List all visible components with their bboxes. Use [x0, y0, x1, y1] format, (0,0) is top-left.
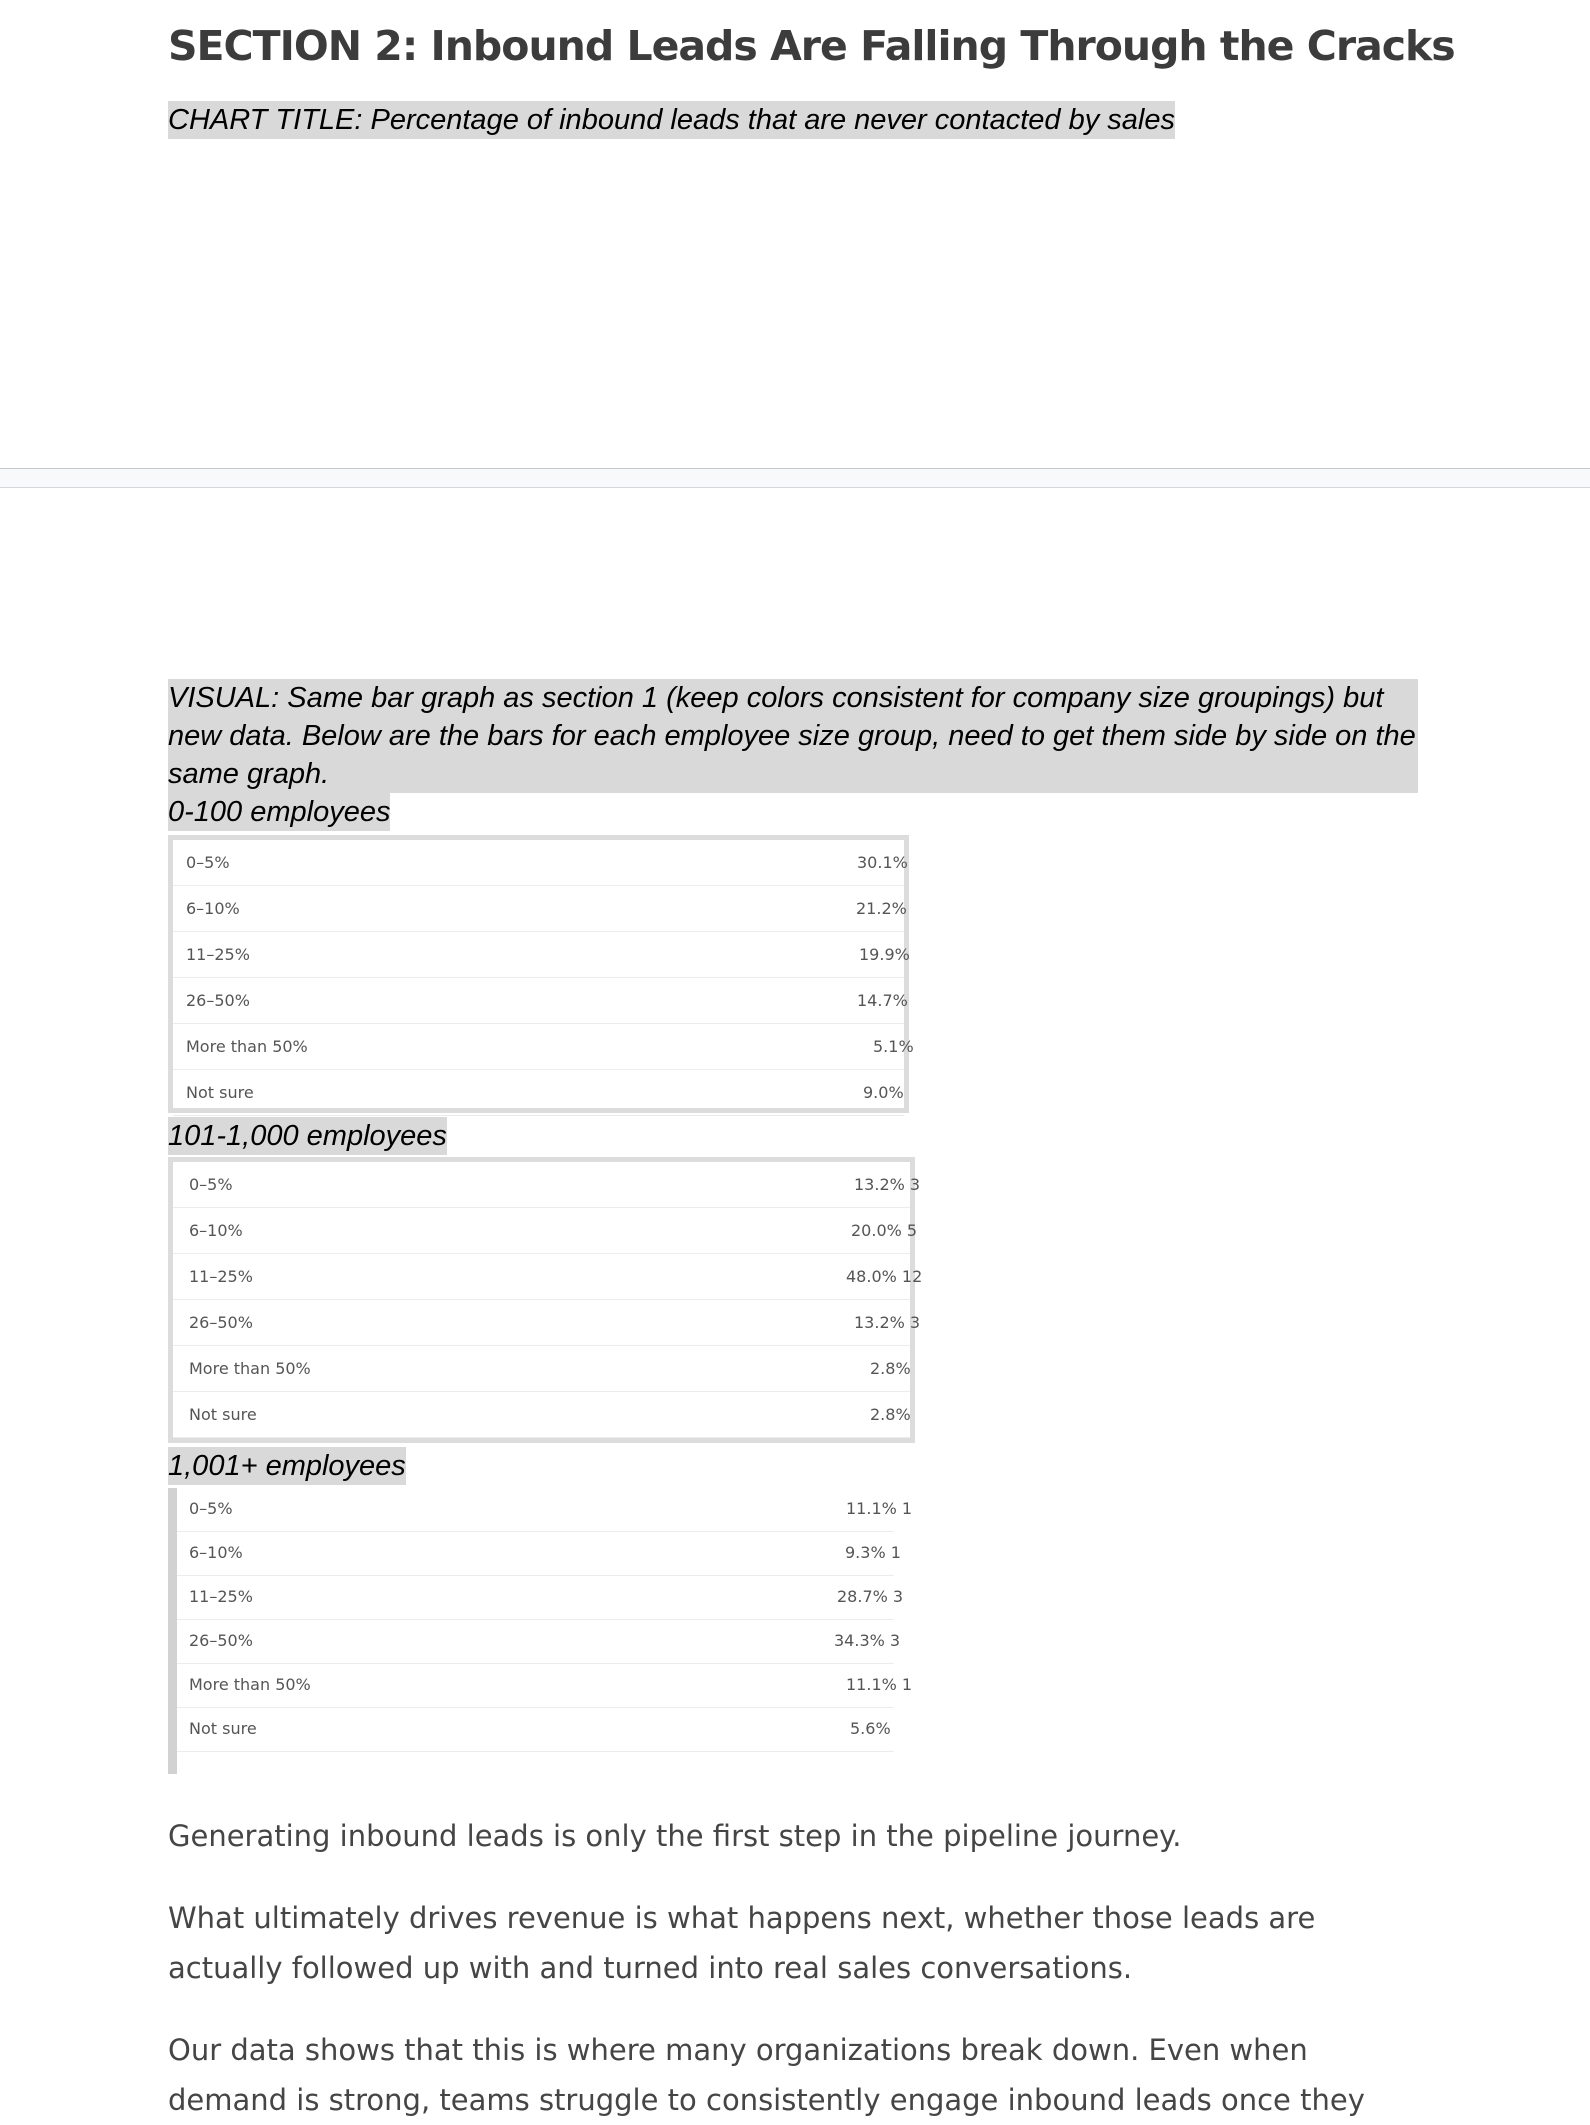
row-label: Not sure — [189, 1405, 257, 1424]
table-101-1000 — [168, 1157, 923, 1443]
row-value: 21.2% — [856, 899, 907, 918]
group-label-0-100: 0-100 employees — [168, 793, 390, 831]
table-row — [173, 1024, 914, 1070]
row-value: 30.1% — [857, 853, 908, 872]
row-label: 0–5% — [189, 1499, 233, 1518]
group-label-1001-plus: 1,001+ employees — [168, 1447, 406, 1485]
row-label: More than 50% — [189, 1359, 311, 1378]
table-row — [177, 1488, 913, 1532]
row-label: 6–10% — [189, 1221, 243, 1240]
body-paragraph-2: What ultimately drives revenue is what happens next, whether those leads are actually followed up with and turned into real sales conversations. — [168, 1901, 1316, 1985]
table-row — [173, 1208, 918, 1254]
row-value: 48.0% 12 — [846, 1267, 923, 1286]
row-value: 34.3% 3 — [834, 1631, 901, 1650]
row-label: 6–10% — [189, 1543, 243, 1562]
row-label: 6–10% — [186, 899, 240, 918]
row-value: 9.0% — [863, 1083, 904, 1102]
table-row — [173, 932, 910, 978]
table-row — [177, 1664, 913, 1708]
row-label: More than 50% — [186, 1037, 308, 1056]
row-value: 19.9% — [859, 945, 910, 964]
row-label: 26–50% — [189, 1631, 253, 1650]
table-row — [173, 886, 907, 932]
row-label: 11–25% — [189, 1267, 253, 1286]
visual-note — [168, 679, 1418, 793]
group-label-101-1000: 101-1,000 employees — [168, 1117, 447, 1155]
table-row — [173, 1346, 910, 1392]
row-label: 11–25% — [189, 1587, 253, 1606]
table-row — [177, 1708, 894, 1752]
table-1001-plus — [168, 1488, 913, 1774]
row-label: 26–50% — [189, 1313, 253, 1332]
table-row — [177, 1576, 904, 1620]
table-row — [173, 840, 908, 886]
row-value: 13.2% 3 — [854, 1175, 921, 1194]
table-row — [177, 1532, 901, 1576]
row-value: 2.8% — [870, 1405, 911, 1424]
table-row — [173, 1070, 904, 1116]
table-row — [177, 1620, 901, 1664]
table-row — [173, 1300, 921, 1346]
body-paragraph-3: Our data shows that this is where many organizations break down. Even when demand is strong, teams struggle to consistently engage inbound leads once they — [168, 2033, 1365, 2117]
section-heading: SECTION 2: Inbound Leads Are Falling Through the Cracks — [168, 22, 1455, 70]
row-label: Not sure — [189, 1719, 257, 1738]
table-row — [173, 1254, 923, 1300]
row-label: Not sure — [186, 1083, 254, 1102]
body-paragraph-1: Generating inbound leads is only the first step in the pipeline journey. — [168, 1819, 1182, 1853]
row-value: 5.6% — [850, 1719, 891, 1738]
row-value: 9.3% 1 — [845, 1543, 901, 1562]
visual-note-text: VISUAL: Same bar graph as section 1 (keep colors consistent for company size groupings) but new data. Below are the bars for each employee size group, need to get them side by side on the same graph. — [168, 682, 1416, 790]
row-value: 20.0% 5 — [851, 1221, 918, 1240]
row-label: 0–5% — [186, 853, 230, 872]
row-value: 28.7% 3 — [837, 1587, 904, 1606]
row-label: More than 50% — [189, 1675, 311, 1694]
row-value: 11.1% 1 — [846, 1499, 913, 1518]
chart-title-note: CHART TITLE: Percentage of inbound leads that are never contacted by sales — [168, 101, 1175, 139]
table-row — [173, 978, 908, 1024]
row-value: 11.1% 1 — [846, 1675, 913, 1694]
table-row — [173, 1162, 921, 1208]
table-0-100 — [168, 835, 914, 1113]
row-value: 5.1% — [873, 1037, 914, 1056]
row-label: 0–5% — [189, 1175, 233, 1194]
row-value: 13.2% 3 — [854, 1313, 921, 1332]
row-value: 14.7% — [857, 991, 908, 1010]
row-label: 11–25% — [186, 945, 250, 964]
table-row — [173, 1392, 910, 1438]
row-value: 2.8% — [870, 1359, 911, 1378]
page-break — [0, 468, 1590, 488]
row-label: 26–50% — [186, 991, 250, 1010]
